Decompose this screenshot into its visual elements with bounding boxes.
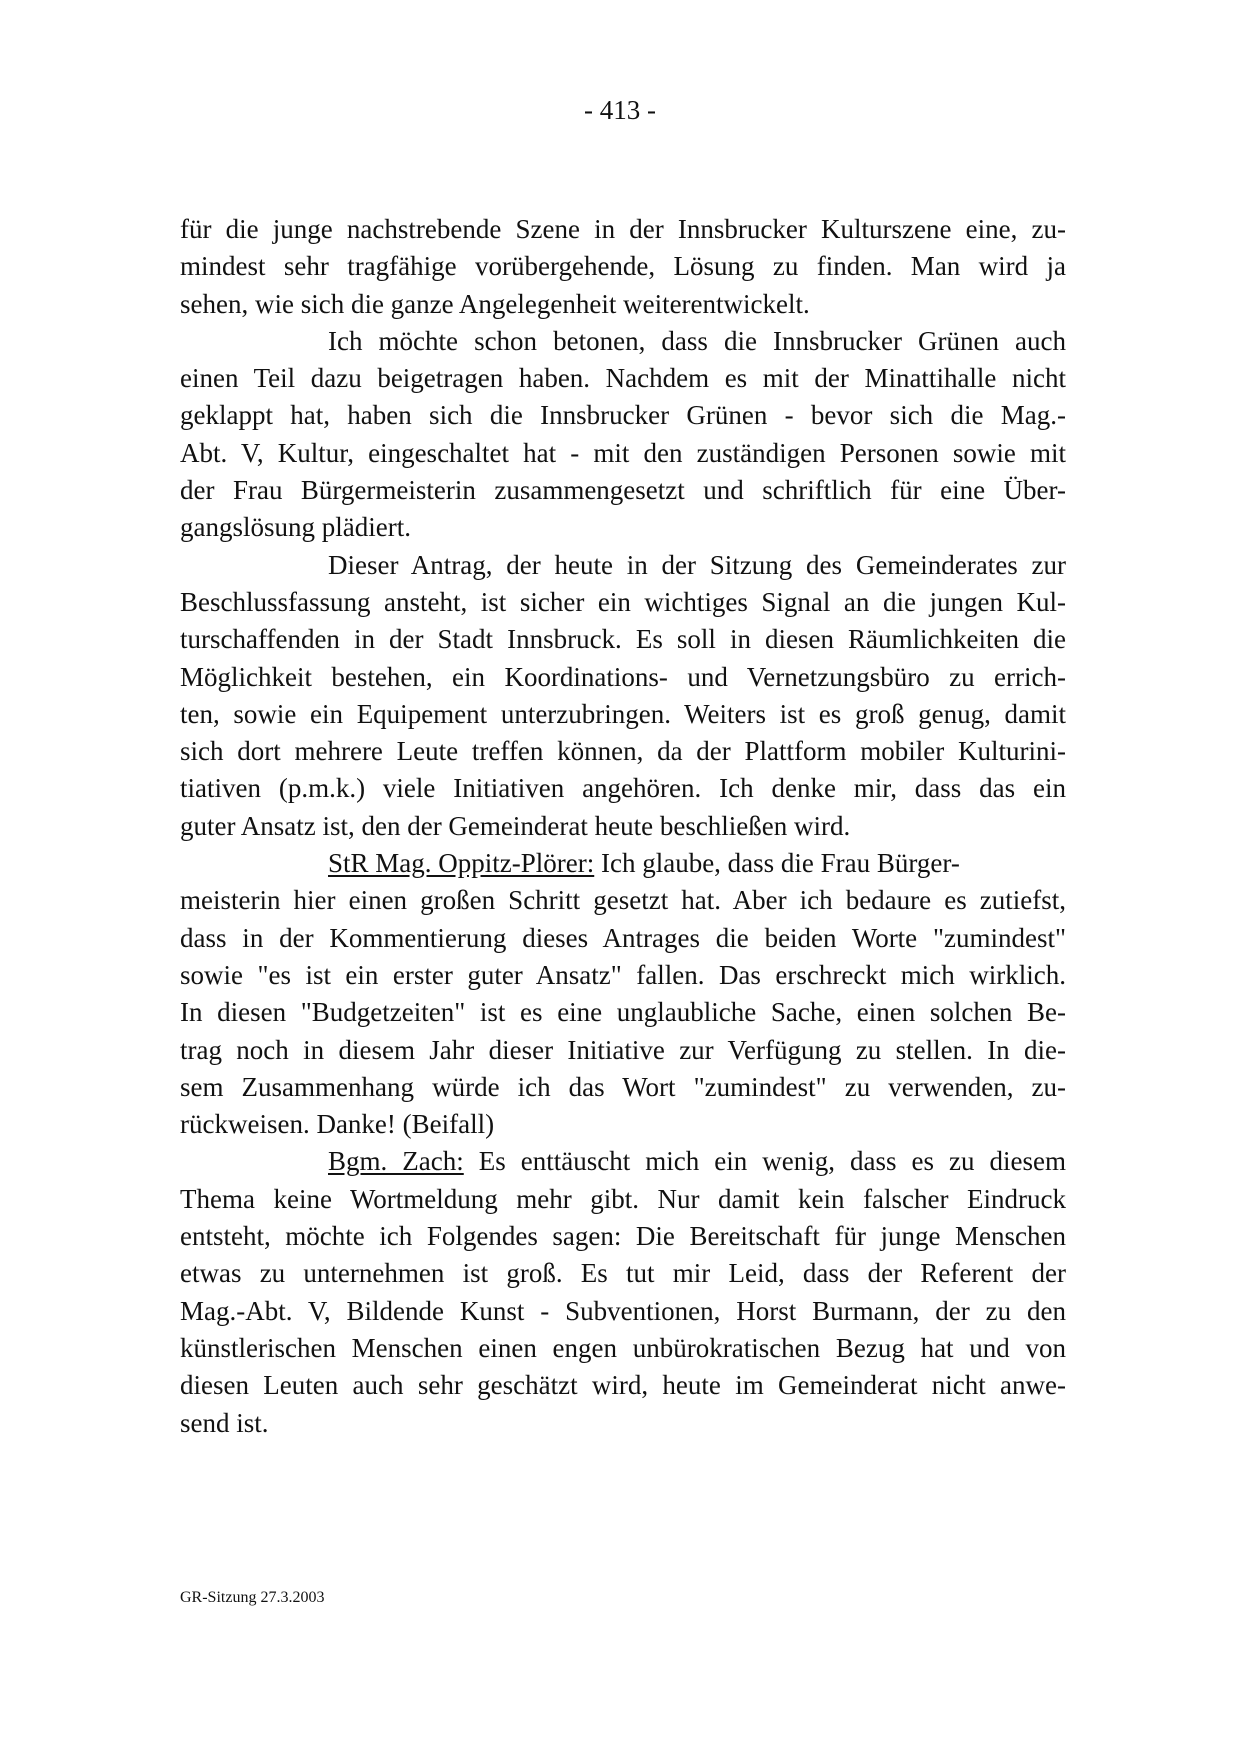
- speech-paragraph: [180, 1143, 1066, 1441]
- text-line: diesen Leuten auch sehr geschätzt wird, heute im Gemeinderat nicht anwe-: [180, 1370, 1066, 1401]
- text-line: Abt. V, Kultur, eingeschaltet hat - mit den zuständigen Personen sowie mit: [180, 437, 1066, 468]
- text-line: Möglichkeit bestehen, ein Koordinations- und Vernetzungsbüro zu errich-: [180, 661, 1066, 692]
- paragraph: [180, 323, 1066, 547]
- text-line: In diesen "Budgetzeiten" ist es eine unglaubliche Sache, einen solchen Be-: [180, 997, 1066, 1028]
- text-line: etwas zu unternehmen ist groß. Es tut mir Leid, dass der Referent der: [180, 1258, 1066, 1289]
- text-line: sehen, wie sich die ganze Angelegenheit weiterentwickelt.: [180, 288, 810, 319]
- speech-text: Ich glaube, dass die Frau Bürger-: [594, 848, 960, 879]
- text-line: entsteht, möchte ich Folgendes sagen: Die Bereitschaft für junge Menschen: [180, 1221, 1066, 1252]
- text-line: [180, 1143, 1066, 1180]
- page-number: - 413 -: [584, 95, 656, 125]
- text-line: sowie "es ist ein erster guter Ansatz" fallen. Das erschreckt mich wirklich.: [180, 959, 1066, 990]
- text-line: ten, sowie ein Equipement unterzubringen. Weiters ist es groß genug, damit: [180, 698, 1066, 729]
- speaker-name: Bgm. Zach:: [328, 1146, 464, 1177]
- text-line: der Frau Bürgermeisterin zusammengesetzt und schriftlich für eine Über-: [180, 475, 1066, 506]
- text-line: Ich möchte schon betonen, dass die Innsbrucker Grünen auch: [328, 325, 1066, 356]
- paragraph: [180, 211, 1066, 323]
- text-line: sem Zusammenhang würde ich das Wort "zumindest" zu verwenden, zu-: [180, 1071, 1066, 1102]
- speech-paragraph: [180, 845, 1066, 1143]
- text-line: rückweisen. Danke! (Beifall): [180, 1109, 495, 1140]
- footer-session-date: GR-Sitzung 27.3.2003: [180, 1589, 325, 1606]
- text-line: Dieser Antrag, der heute in der Sitzung des Gemeinderates zur: [328, 549, 1066, 580]
- speech-text: Es enttäuscht mich ein wenig, dass es zu diesem: [463, 1146, 1066, 1177]
- text-line: trag noch in diesem Jahr dieser Initiative zur Verfügung zu stellen. In die-: [180, 1034, 1066, 1065]
- text-line: tiativen (p.m.k.) viele Initiativen angehören. Ich denke mir, dass das ein: [180, 773, 1066, 804]
- text-line: für die junge nachstrebende Szene in der Innsbrucker Kulturszene eine, zu-: [180, 214, 1066, 244]
- text-line: guter Ansatz ist, den der Gemeinderat heute beschließen wird.: [180, 810, 851, 841]
- text-line: mindest sehr tragfähige vorübergehende, Lösung zu finden. Man wird ja: [180, 251, 1066, 282]
- text-line: künstlerischen Menschen einen engen unbürokratischen Bezug hat und von: [180, 1332, 1066, 1363]
- text-line: Mag.-Abt. V, Bildende Kunst - Subventionen, Horst Burmann, der zu den: [180, 1295, 1066, 1326]
- text-line: gangslösung plädiert.: [180, 512, 411, 543]
- text-line: [180, 845, 1066, 882]
- text-line: geklappt hat, haben sich die Innsbrucker Grünen - bevor sich die Mag.-: [180, 400, 1066, 431]
- text-line: Thema keine Wortmeldung mehr gibt. Nur damit kein falscher Eindruck: [180, 1183, 1066, 1214]
- text-line: meisterin hier einen großen Schritt gesetzt hat. Aber ich bedaure es zutiefst,: [180, 885, 1066, 916]
- paragraph: [180, 547, 1066, 845]
- text-line: Beschlussfassung ansteht, ist sicher ein wichtiges Signal an die jungen Kul-: [180, 586, 1066, 617]
- text-line: send ist.: [180, 1407, 269, 1438]
- text-line: einen Teil dazu beigetragen haben. Nachdem es mit der Minattihalle nicht: [180, 363, 1066, 394]
- text-line: dass in der Kommentierung dieses Antrages die beiden Worte "zumindest": [180, 922, 1066, 953]
- text-line: sich dort mehrere Leute treffen können, da der Plattform mobiler Kulturini-: [180, 736, 1066, 767]
- text-line: turschaffenden in der Stadt Innsbruck. Es soll in diesen Räumlichkeiten die: [180, 624, 1066, 655]
- speaker-name: StR Mag. Oppitz-Plörer:: [328, 848, 595, 879]
- document-body: [180, 211, 1066, 1442]
